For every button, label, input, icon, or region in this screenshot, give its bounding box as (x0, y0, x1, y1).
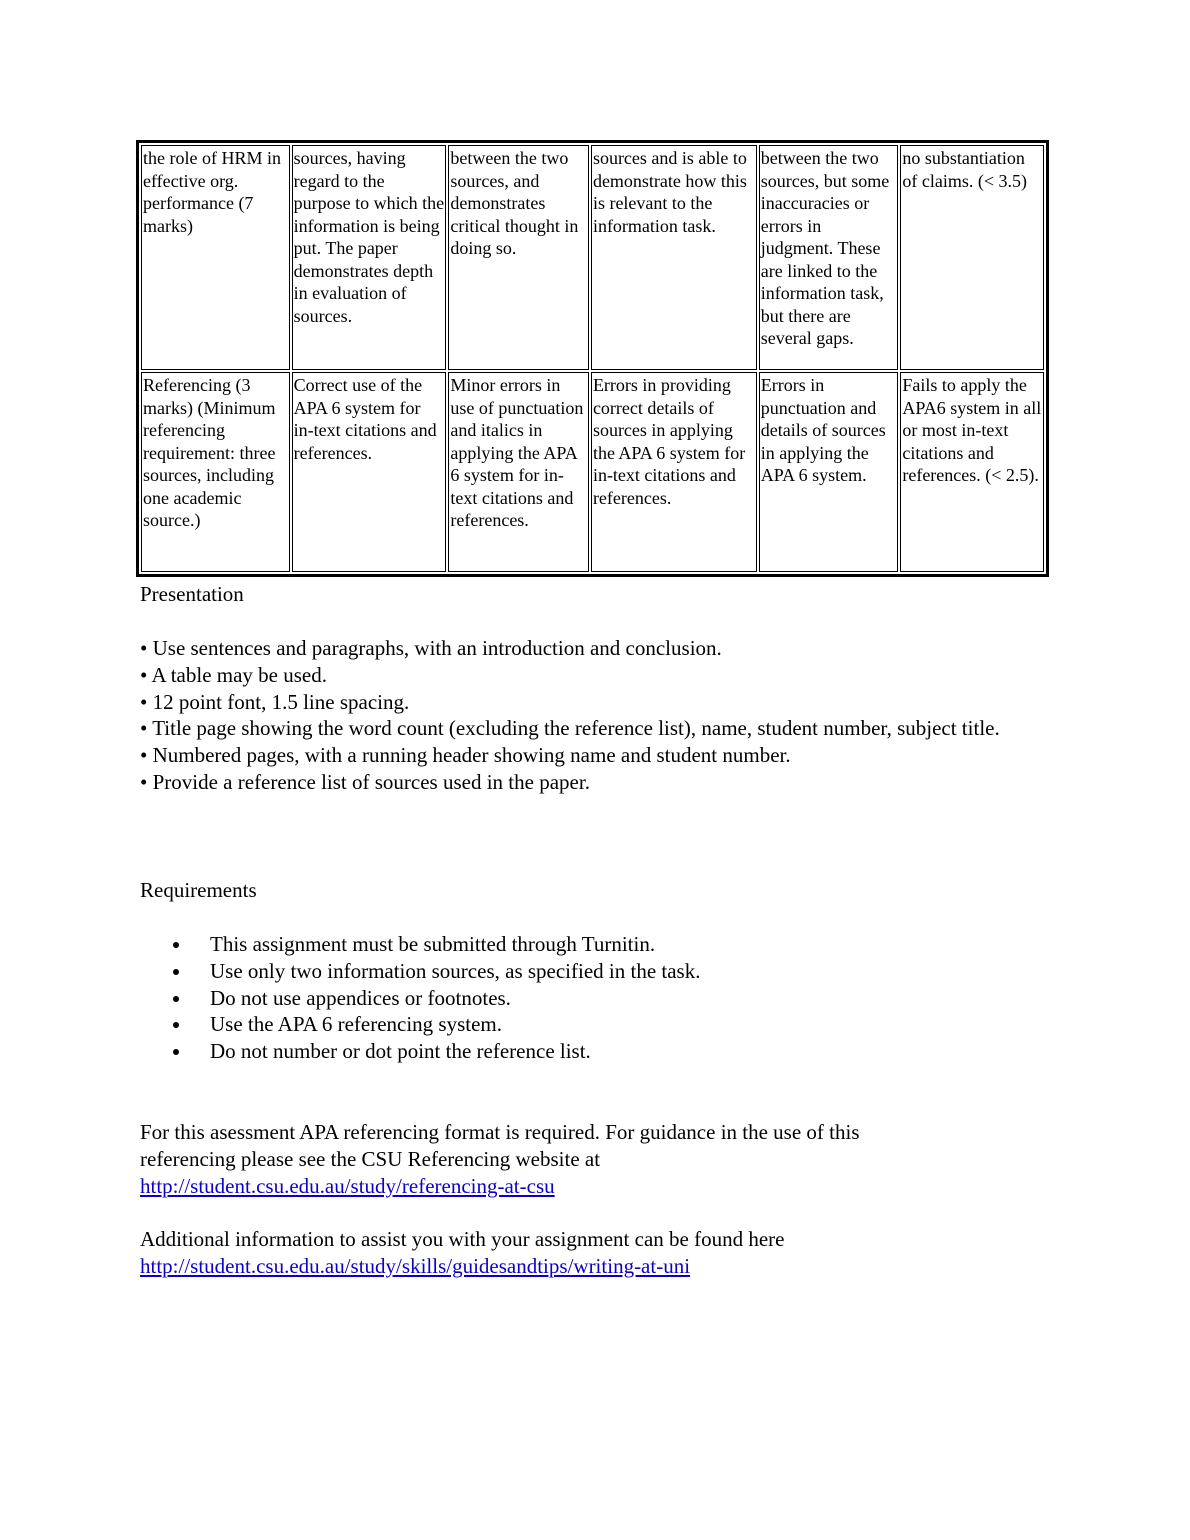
bullet-icon (173, 996, 179, 1002)
list-item: • 12 point font, 1.5 line spacing. (140, 689, 410, 714)
list-item: • Use sentences and paragraphs, with an introduction and conclusion. (140, 636, 722, 660)
writing-at-uni-link[interactable]: http://student.csu.edu.au/study/skills/guidesandtips/writing-at-uni (140, 1253, 691, 1278)
table-cell: the role of HRM in effective org. performance (7 marks) (141, 145, 290, 370)
list-item: Do not number or dot point the reference list. (140, 1038, 1040, 1065)
table-cell: between the two sources, but some inaccuracies or errors in judgment. These are linked to the information task, but there are several gaps. (759, 145, 899, 370)
table-cell: Errors in providing correct details of sources in applying the APA 6 system for in-text citations and references. (591, 372, 757, 572)
presentation-heading: Presentation (140, 582, 244, 606)
list-item: Do not use appendices or footnotes. (140, 985, 1040, 1012)
table-cell: Minor errors in use of punctuation and italics in applying the APA 6 system for in-text citations and references. (448, 372, 589, 572)
list-item: This assignment must be submitted through Turnitin. (140, 931, 1040, 958)
bullet-icon (173, 969, 179, 975)
bullet-icon (173, 942, 179, 948)
table-row (141, 145, 1044, 370)
list-item: • Title page showing the word count (excluding the reference list), name, student number, subject title. (140, 716, 1000, 741)
rubric-table (136, 140, 1049, 577)
requirements-list (140, 931, 1040, 1065)
table-cell: Fails to apply the APA6 system in all or most in-text citations and references. (< 2.5). (900, 372, 1044, 572)
referencing-note-text: For this asessment APA referencing format is required. For guidance in the use of this referencing please see the CSU Referencing website at (140, 1120, 860, 1171)
table-cell: between the two sources, and demonstrates critical thought in doing so. (448, 145, 589, 370)
list-item: • Numbered pages, with a running header showing name and student number. (140, 743, 791, 768)
bullet-icon (173, 1022, 179, 1028)
table-cell: Referencing (3 marks) (Minimum referencing requirement: three sources, including one academic source.) (141, 372, 290, 572)
table-cell: sources and is able to demonstrate how this is relevant to the information task. (591, 145, 757, 370)
requirements-heading: Requirements (140, 878, 257, 902)
list-item: Use the APA 6 referencing system. (140, 1011, 1040, 1038)
bullet-icon (173, 1049, 179, 1055)
list-item: • Provide a reference list of sources used in the paper. (140, 769, 590, 794)
table-cell: sources, having regard to the purpose to which the information is being put. The paper demonstrates depth in evaluation of sources. (292, 145, 447, 370)
presentation-list (140, 635, 1060, 796)
list-item: • A table may be used. (140, 662, 327, 687)
table-row (141, 372, 1044, 572)
table-cell: Errors in punctuation and details of sources in applying the APA 6 system. (759, 372, 899, 572)
table-cell: no substantiation of claims. (< 3.5) (900, 145, 1044, 370)
table-cell: Correct use of the APA 6 system for in-text citations and references. (292, 372, 447, 572)
additional-info-text: Additional information to assist you with your assignment can be found here (140, 1227, 785, 1251)
referencing-note (140, 1119, 960, 1199)
csu-referencing-link[interactable]: http://student.csu.edu.au/study/referencing-at-csu (140, 1173, 555, 1198)
additional-info (140, 1226, 1060, 1280)
list-item: Use only two information sources, as specified in the task. (140, 958, 1040, 985)
